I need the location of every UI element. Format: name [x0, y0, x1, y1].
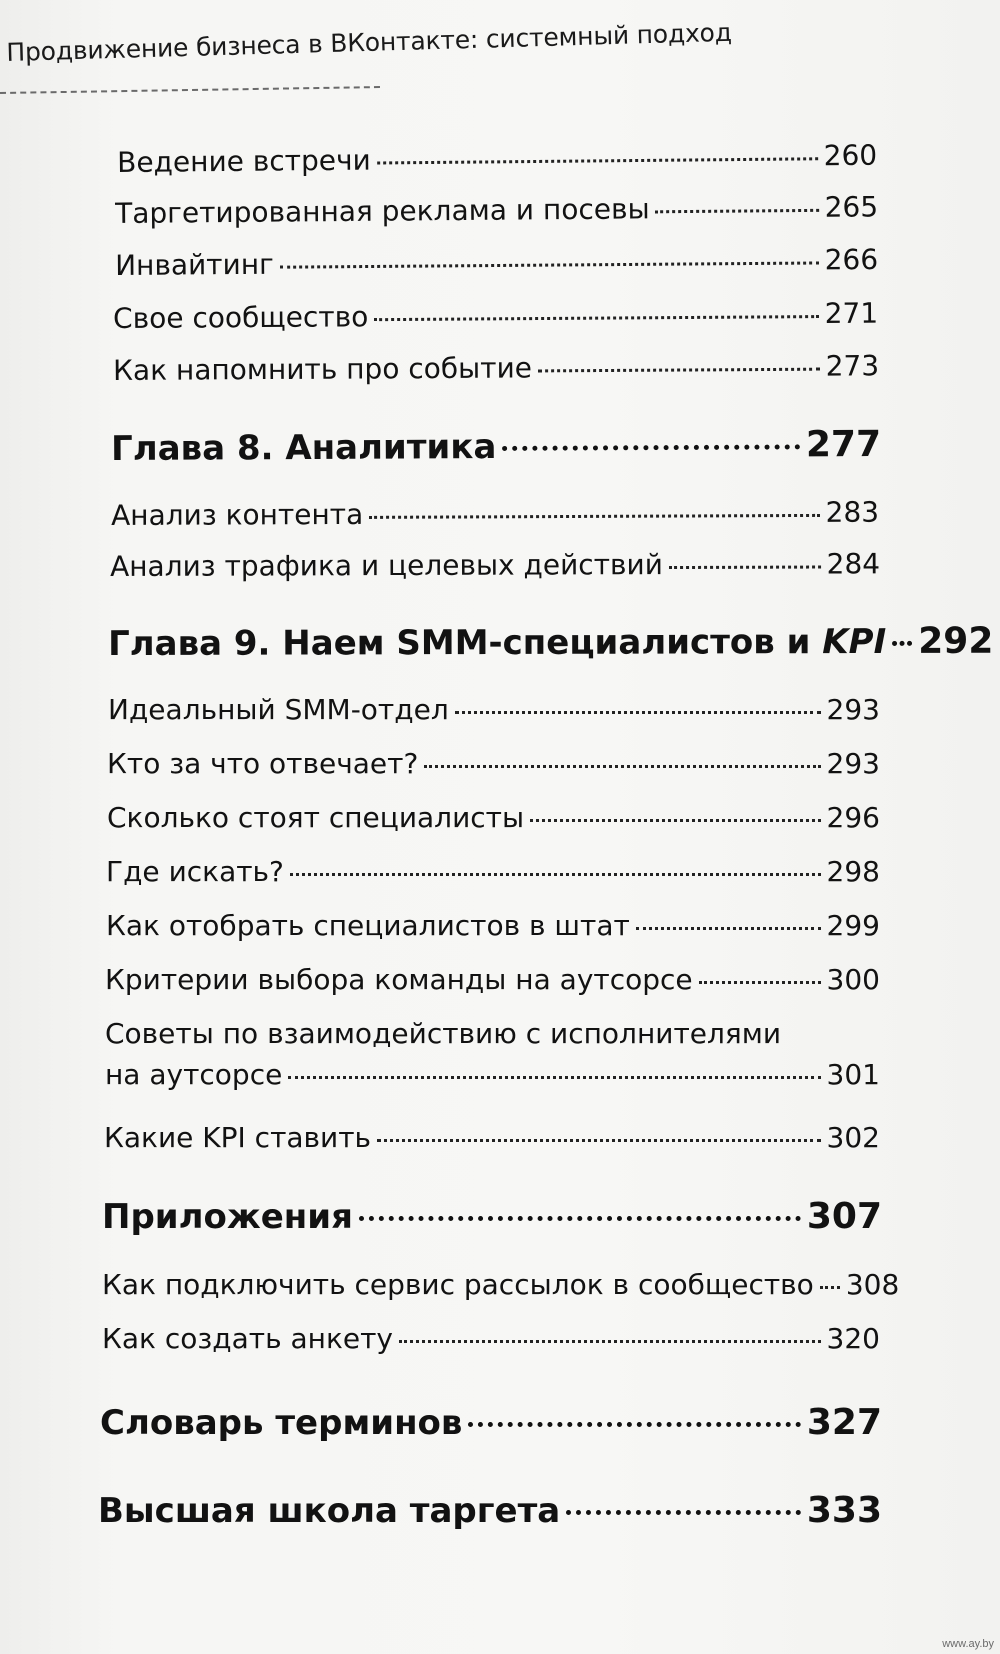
toc-entry-page: 308 [845, 1268, 900, 1301]
toc-leader-dots [468, 1422, 800, 1427]
toc-entry [115, 243, 878, 282]
toc-entry-title: Словарь терминов [100, 1403, 463, 1443]
toc-entry-page: 307 [806, 1196, 882, 1237]
toc-entry-title: Анализ трафика и целевых действий [110, 548, 663, 583]
toc-leader-dots [290, 873, 821, 876]
watermark: www.ay.by [942, 1638, 994, 1650]
toc-entry-page: 298 [826, 855, 880, 888]
toc-entry-title: Высшая школа таргета [98, 1491, 561, 1531]
toc-leader-dots [502, 444, 800, 451]
toc-entry [106, 909, 880, 942]
toc-entry [102, 1322, 880, 1355]
toc-entry [107, 747, 880, 780]
toc-leader-dots [530, 819, 820, 822]
toc-entry-page: 296 [826, 801, 880, 834]
toc-entry-title: Ведение встречи [117, 143, 371, 179]
toc-entry [108, 693, 880, 726]
toc-chapter-entry [108, 620, 994, 664]
toc-entry-title: Где искать? [106, 855, 284, 888]
toc-entry-title: Инвайтинг [115, 247, 274, 282]
toc-entry-page: 292 [918, 620, 994, 662]
toc-leader-dots [424, 765, 820, 768]
toc-chapter-entry [102, 1196, 882, 1237]
toc-entry [106, 855, 880, 888]
toc-entry-title: Как напомнить про событие [113, 351, 533, 387]
toc-entry-title: Как создать анкету [102, 1322, 393, 1355]
toc-leader-dots [699, 981, 821, 984]
toc-entry-line2 [105, 1058, 880, 1091]
toc-entry [105, 963, 880, 996]
toc-entry-page: 293 [826, 693, 880, 726]
toc-leader-dots [636, 927, 821, 930]
toc-entry-title: Свое сообщество [113, 300, 369, 335]
toc-leader-dots [892, 641, 912, 646]
toc-leader-dots [455, 711, 821, 714]
toc-entry-page: 302 [826, 1121, 880, 1154]
toc-entry [110, 547, 880, 583]
toc-entry-title [108, 622, 886, 664]
toc-entry [111, 496, 879, 532]
toc-leader-dots [359, 1216, 801, 1221]
toc-entry-title-line1: Советы по взаимодействию с исполнителями [105, 1017, 782, 1050]
toc-entry-page: 327 [806, 1402, 882, 1443]
toc-entry-page: 284 [826, 547, 881, 581]
toc-entry-title: Приложения [102, 1197, 353, 1237]
toc-entry-title: Таргетированная реклама и посевы [115, 192, 650, 230]
toc-leader-dots [399, 1340, 821, 1343]
toc-entry-page: 293 [826, 747, 880, 780]
toc-entry-title-text: Глава 9. Наем SMM-специалистов и [108, 622, 811, 664]
toc-entry-title: Критерии выбора команды на аутсорсе [105, 963, 693, 996]
toc-chapter-entry [98, 1490, 882, 1531]
toc-leader-dots [369, 514, 819, 519]
toc-chapter-entry [111, 424, 881, 469]
toc-entry-page: 273 [825, 349, 880, 383]
toc-entry [105, 1017, 880, 1091]
toc-entry-title: Идеальный SMM-отдел [108, 693, 449, 726]
toc-leader-dots [377, 157, 818, 164]
toc-leader-dots [377, 1139, 820, 1142]
toc-entry-page: 301 [826, 1058, 880, 1091]
toc-entry [107, 801, 880, 834]
toc-leader-dots [538, 368, 820, 373]
toc-entry [117, 139, 877, 179]
toc-entry-page: 320 [826, 1322, 880, 1355]
toc-entry-title-italic: KPI [822, 621, 887, 663]
toc-entry-page: 333 [806, 1490, 882, 1531]
toc-leader-dots [374, 315, 818, 321]
toc-entry-title: Как подключить сервис рассылок в сообщество [102, 1268, 814, 1301]
toc-entry-title: Какие KPI ставить [104, 1121, 372, 1154]
toc-entry [113, 297, 878, 335]
toc-entry [102, 1268, 900, 1301]
toc-entry-page: 277 [805, 423, 882, 466]
toc-entry [104, 1121, 880, 1154]
toc-entry-page: 266 [824, 243, 879, 277]
toc-entry-page: 260 [823, 138, 878, 173]
toc-entry-title-line2: на аутсорсе [105, 1058, 283, 1091]
toc-entry-page: 271 [824, 296, 879, 331]
toc-entry-title: Анализ контента [111, 497, 364, 532]
toc-chapter-entry [100, 1402, 882, 1443]
toc-leader-dots [656, 209, 819, 213]
running-head: Продвижение бизнеса в ВКонтакте: системный подход [6, 17, 733, 67]
toc-leader-dots [566, 1510, 801, 1515]
toc-entry-page: 299 [826, 909, 880, 942]
toc-entry [113, 349, 879, 387]
toc-entry-page: 300 [826, 963, 880, 996]
toc-leader-dots [669, 566, 821, 570]
toc-entry-page: 283 [825, 495, 880, 529]
toc-entry-title: Как отобрать специалистов в штат [106, 909, 630, 942]
toc-entry-title: Глава 8. Аналитика [111, 426, 497, 469]
toc-entry-page: 265 [824, 190, 879, 224]
toc-leader-dots [280, 261, 819, 268]
toc-entry [115, 190, 878, 230]
toc-leader-dots [288, 1076, 820, 1079]
toc-entry-title: Кто за что отвечает? [107, 747, 419, 780]
toc-entry-title: Сколько стоят специалисты [107, 801, 525, 834]
toc-leader-dots [820, 1286, 840, 1289]
